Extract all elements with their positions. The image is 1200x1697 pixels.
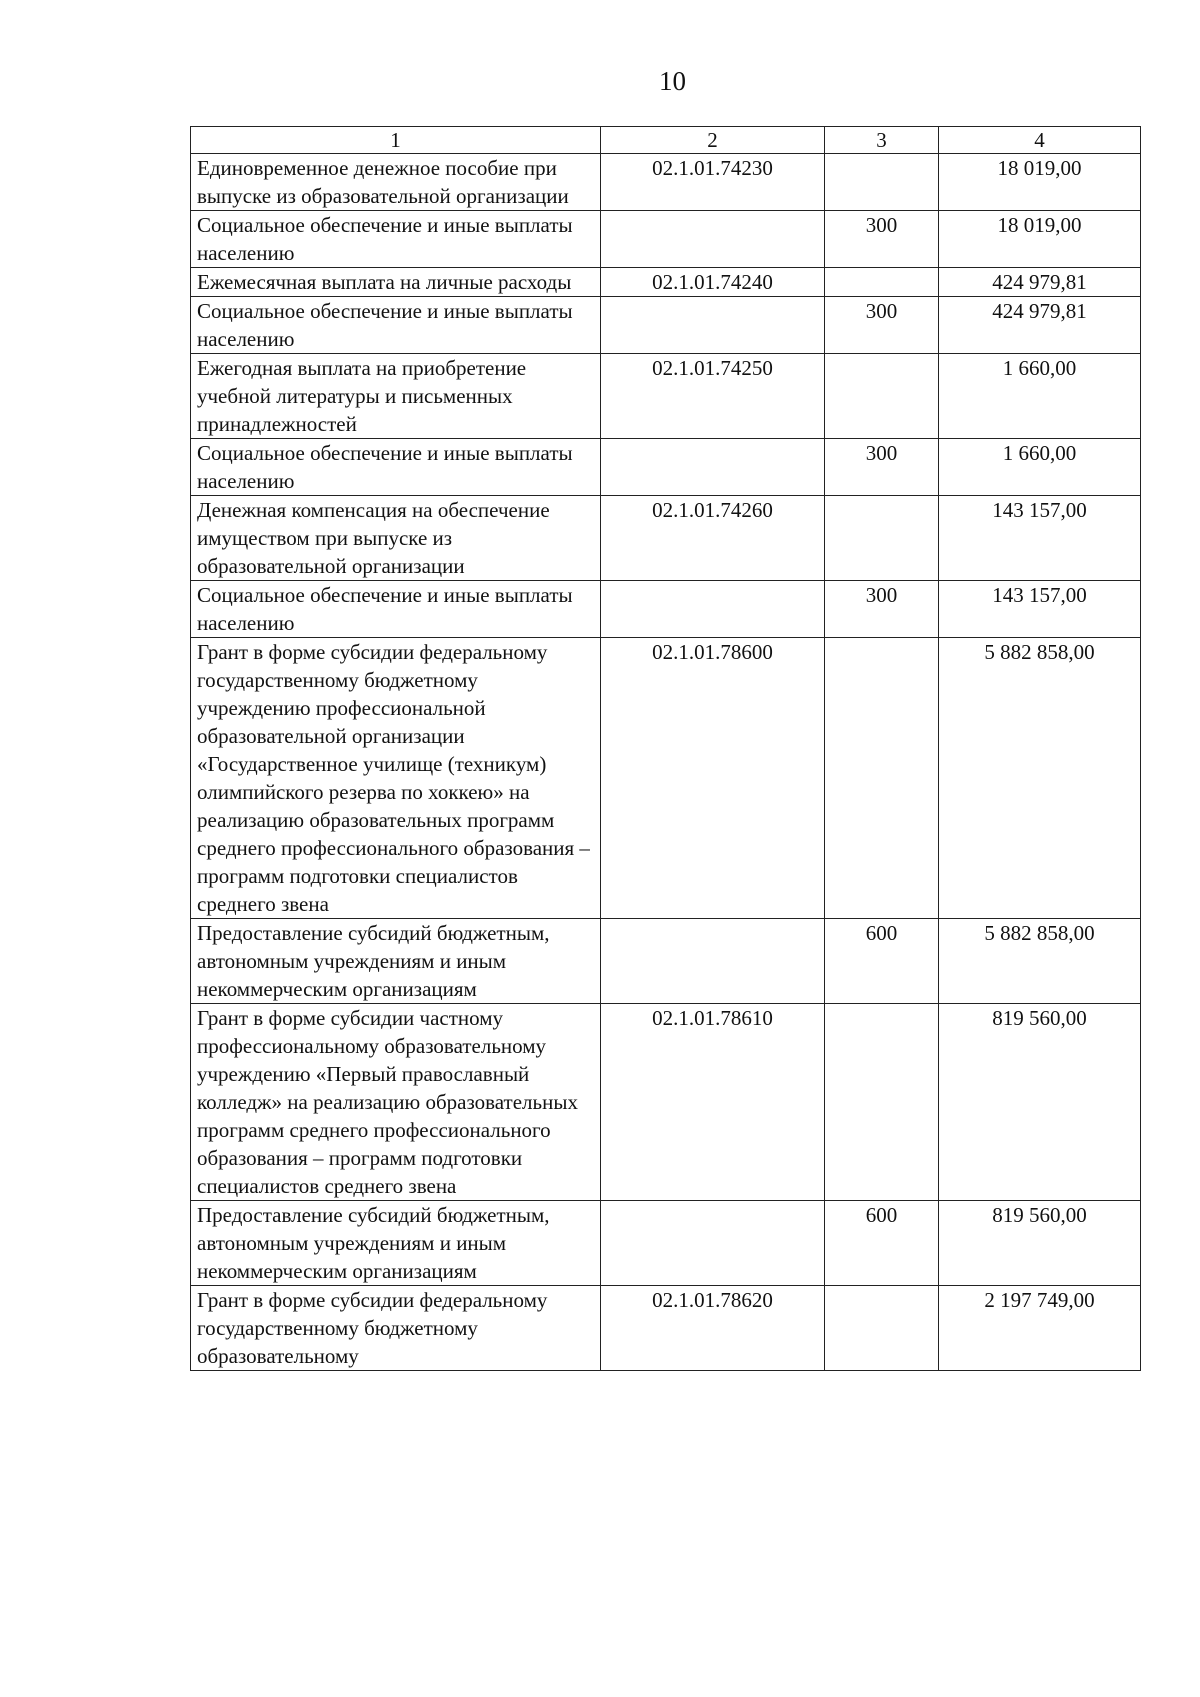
row-code-cell: 02.1.01.78620 xyxy=(601,1286,825,1371)
row-name-cell: Единовременное денежное пособие при выпуске из образовательной организации xyxy=(191,154,601,211)
row-expense-type-cell xyxy=(825,354,939,439)
row-amount-cell: 143 157,00 xyxy=(939,496,1141,581)
row-code-cell: 02.1.01.74250 xyxy=(601,354,825,439)
table-row xyxy=(191,268,1141,297)
row-name-cell: Грант в форме субсидии частному профессиональному образовательному учреждению «Первый православный колледж» на реализацию образовательных программ среднего профессионального образования – программ подготовки специалистов среднего звена xyxy=(191,1004,601,1201)
column-header-3: 3 xyxy=(825,127,939,154)
row-expense-type-cell: 300 xyxy=(825,297,939,354)
row-expense-type-cell: 300 xyxy=(825,581,939,638)
row-name-cell: Ежемесячная выплата на личные расходы xyxy=(191,268,601,297)
column-header-2: 2 xyxy=(601,127,825,154)
table-row xyxy=(191,439,1141,496)
column-header-4: 4 xyxy=(939,127,1141,154)
row-name-cell: Грант в форме субсидии федеральному государственному бюджетному учреждению профессиональной образовательной организации «Государственное училище (техникум) олимпийского резерва по хоккею» на реализацию образовательных программ среднего профессионального образования – программ подготовки специалистов среднего звена xyxy=(191,638,601,919)
row-amount-cell: 5 882 858,00 xyxy=(939,919,1141,1004)
row-amount-cell: 18 019,00 xyxy=(939,154,1141,211)
row-amount-cell: 2 197 749,00 xyxy=(939,1286,1141,1371)
row-amount-cell: 1 660,00 xyxy=(939,439,1141,496)
row-expense-type-cell xyxy=(825,638,939,919)
row-name-cell: Социальное обеспечение и иные выплаты населению xyxy=(191,581,601,638)
row-expense-type-cell xyxy=(825,1004,939,1201)
row-expense-type-cell: 300 xyxy=(825,211,939,268)
header-row xyxy=(191,127,1141,154)
row-code-cell xyxy=(601,439,825,496)
row-name-cell: Предоставление субсидий бюджетным, автономным учреждениям и иным некоммерческим организациям xyxy=(191,919,601,1004)
row-amount-cell: 819 560,00 xyxy=(939,1201,1141,1286)
table-row xyxy=(191,354,1141,439)
table-row xyxy=(191,638,1141,919)
row-code-cell: 02.1.01.74260 xyxy=(601,496,825,581)
row-code-cell xyxy=(601,581,825,638)
row-expense-type-cell: 600 xyxy=(825,919,939,1004)
row-amount-cell: 424 979,81 xyxy=(939,297,1141,354)
row-expense-type-cell: 600 xyxy=(825,1201,939,1286)
table-row xyxy=(191,1201,1141,1286)
row-name-cell: Денежная компенсация на обеспечение имуществом при выпуске из образовательной организации xyxy=(191,496,601,581)
row-amount-cell: 1 660,00 xyxy=(939,354,1141,439)
row-code-cell xyxy=(601,297,825,354)
row-name-cell: Социальное обеспечение и иные выплаты населению xyxy=(191,211,601,268)
row-name-cell: Социальное обеспечение и иные выплаты населению xyxy=(191,439,601,496)
row-expense-type-cell: 300 xyxy=(825,439,939,496)
row-amount-cell: 143 157,00 xyxy=(939,581,1141,638)
row-name-cell: Грант в форме субсидии федеральному государственному бюджетному образовательному xyxy=(191,1286,601,1371)
row-expense-type-cell xyxy=(825,496,939,581)
row-expense-type-cell xyxy=(825,154,939,211)
table-row xyxy=(191,1004,1141,1201)
row-code-cell xyxy=(601,1201,825,1286)
budget-table xyxy=(190,126,1141,1371)
page-number: 10 xyxy=(659,66,686,96)
column-header-1: 1 xyxy=(191,127,601,154)
table-row xyxy=(191,154,1141,211)
row-name-cell: Социальное обеспечение и иные выплаты населению xyxy=(191,297,601,354)
table-row xyxy=(191,297,1141,354)
table-row xyxy=(191,496,1141,581)
table-row xyxy=(191,581,1141,638)
row-amount-cell: 18 019,00 xyxy=(939,211,1141,268)
table-row xyxy=(191,919,1141,1004)
row-code-cell: 02.1.01.78610 xyxy=(601,1004,825,1201)
row-amount-cell: 819 560,00 xyxy=(939,1004,1141,1201)
row-name-cell: Предоставление субсидий бюджетным, автономным учреждениям и иным некоммерческим организациям xyxy=(191,1201,601,1286)
row-code-cell xyxy=(601,919,825,1004)
row-expense-type-cell xyxy=(825,268,939,297)
row-name-cell: Ежегодная выплата на приобретение учебной литературы и письменных принадлежностей xyxy=(191,354,601,439)
row-amount-cell: 424 979,81 xyxy=(939,268,1141,297)
table-row xyxy=(191,1286,1141,1371)
row-code-cell xyxy=(601,211,825,268)
row-amount-cell: 5 882 858,00 xyxy=(939,638,1141,919)
table-row xyxy=(191,211,1141,268)
row-code-cell: 02.1.01.78600 xyxy=(601,638,825,919)
row-code-cell: 02.1.01.74230 xyxy=(601,154,825,211)
row-code-cell: 02.1.01.74240 xyxy=(601,268,825,297)
row-expense-type-cell xyxy=(825,1286,939,1371)
